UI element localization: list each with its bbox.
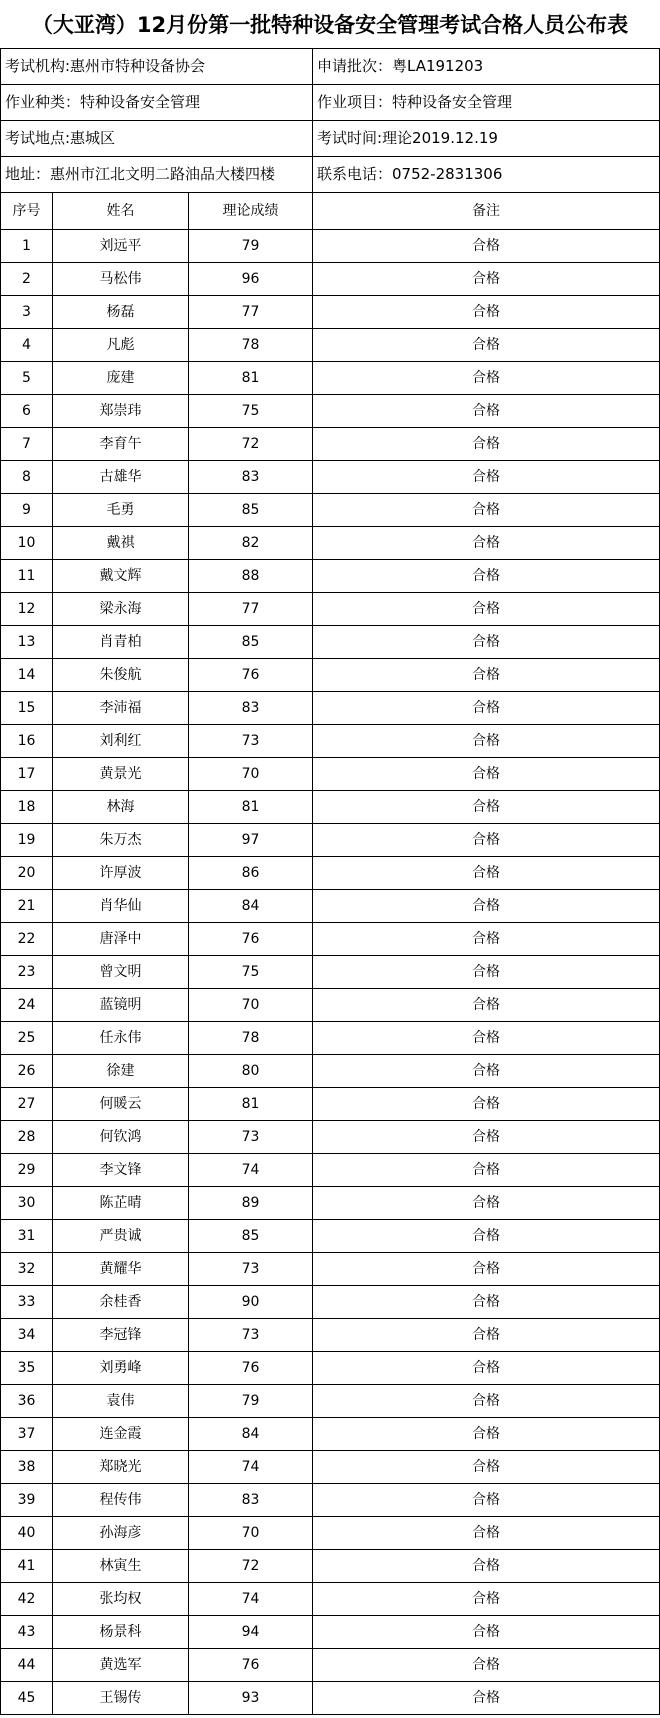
- row-number: 1: [1, 230, 53, 263]
- row-name: 凡彪: [53, 329, 189, 362]
- row-score: 72: [189, 428, 313, 461]
- table-row: [1, 725, 660, 758]
- row-name: 马松伟: [53, 263, 189, 296]
- table-row: [1, 1022, 660, 1055]
- table-row: [1, 1154, 660, 1187]
- row-number: 13: [1, 626, 53, 659]
- row-name: 肖青柏: [53, 626, 189, 659]
- row-name: 黄耀华: [53, 1253, 189, 1286]
- table-row: [1, 758, 660, 791]
- row-name: 孙海彦: [53, 1517, 189, 1550]
- row-name: 朱万杰: [53, 824, 189, 857]
- table-row: [1, 923, 660, 956]
- row-score: 81: [189, 791, 313, 824]
- table-row: [1, 626, 660, 659]
- row-name: 郑崇玮: [53, 395, 189, 428]
- row-number: 25: [1, 1022, 53, 1055]
- table-row: [1, 890, 660, 923]
- row-score: 85: [189, 626, 313, 659]
- row-number: 45: [1, 1682, 53, 1715]
- table-row: [1, 857, 660, 890]
- row-name: 刘勇峰: [53, 1352, 189, 1385]
- row-number: 15: [1, 692, 53, 725]
- table-body: [1, 230, 660, 1715]
- header-score: 理论成绩: [189, 193, 313, 230]
- exam-location: 考试地点:惠城区: [1, 121, 313, 157]
- row-number: 31: [1, 1220, 53, 1253]
- row-remark: 合格: [313, 461, 660, 494]
- row-remark: 合格: [313, 1154, 660, 1187]
- row-name: 唐泽中: [53, 923, 189, 956]
- row-remark: 合格: [313, 1055, 660, 1088]
- exam-time: 考试时间:理论2019.12.19: [313, 121, 660, 157]
- table-row: [1, 329, 660, 362]
- row-remark: 合格: [313, 890, 660, 923]
- row-score: 76: [189, 1649, 313, 1682]
- row-number: 28: [1, 1121, 53, 1154]
- row-name: 林海: [53, 791, 189, 824]
- table-row: [1, 494, 660, 527]
- row-name: 张均权: [53, 1583, 189, 1616]
- row-number: 41: [1, 1550, 53, 1583]
- row-name: 刘利红: [53, 725, 189, 758]
- row-score: 88: [189, 560, 313, 593]
- table-row: [1, 791, 660, 824]
- row-number: 32: [1, 1253, 53, 1286]
- row-score: 83: [189, 1484, 313, 1517]
- row-name: 李育午: [53, 428, 189, 461]
- info-row: [1, 49, 660, 85]
- row-remark: 合格: [313, 560, 660, 593]
- row-name: 戴祺: [53, 527, 189, 560]
- row-score: 85: [189, 1220, 313, 1253]
- row-remark: 合格: [313, 1319, 660, 1352]
- row-score: 77: [189, 296, 313, 329]
- row-remark: 合格: [313, 1649, 660, 1682]
- row-remark: 合格: [313, 230, 660, 263]
- row-remark: 合格: [313, 791, 660, 824]
- row-remark: 合格: [313, 395, 660, 428]
- row-score: 85: [189, 494, 313, 527]
- header-name: 姓名: [53, 193, 189, 230]
- table-row: [1, 461, 660, 494]
- row-number: 14: [1, 659, 53, 692]
- row-score: 70: [189, 1517, 313, 1550]
- row-remark: 合格: [313, 1121, 660, 1154]
- row-number: 21: [1, 890, 53, 923]
- row-remark: 合格: [313, 1022, 660, 1055]
- row-name: 程传伟: [53, 1484, 189, 1517]
- table-row: [1, 560, 660, 593]
- row-remark: 合格: [313, 989, 660, 1022]
- table-row: [1, 1418, 660, 1451]
- table-row: [1, 1616, 660, 1649]
- row-score: 90: [189, 1286, 313, 1319]
- table-row: [1, 593, 660, 626]
- row-name: 蓝镜明: [53, 989, 189, 1022]
- table-row: [1, 1385, 660, 1418]
- row-name: 杨景科: [53, 1616, 189, 1649]
- row-score: 80: [189, 1055, 313, 1088]
- row-remark: 合格: [313, 1220, 660, 1253]
- row-number: 38: [1, 1451, 53, 1484]
- row-remark: 合格: [313, 329, 660, 362]
- row-number: 39: [1, 1484, 53, 1517]
- table-row: [1, 1451, 660, 1484]
- row-name: 何钦鸿: [53, 1121, 189, 1154]
- row-name: 梁永海: [53, 593, 189, 626]
- table-row: [1, 428, 660, 461]
- header-remark: 备注: [313, 193, 660, 230]
- table-header-row: [1, 193, 660, 230]
- row-remark: 合格: [313, 923, 660, 956]
- table-row: [1, 824, 660, 857]
- row-number: 24: [1, 989, 53, 1022]
- row-remark: 合格: [313, 263, 660, 296]
- table-row: [1, 296, 660, 329]
- row-remark: 合格: [313, 1517, 660, 1550]
- row-name: 王锡传: [53, 1682, 189, 1715]
- row-name: 庞建: [53, 362, 189, 395]
- table-row: [1, 956, 660, 989]
- row-remark: 合格: [313, 1187, 660, 1220]
- row-name: 黄选军: [53, 1649, 189, 1682]
- row-score: 83: [189, 692, 313, 725]
- row-remark: 合格: [313, 626, 660, 659]
- row-name: 连金霞: [53, 1418, 189, 1451]
- row-name: 严贵诚: [53, 1220, 189, 1253]
- table-row: [1, 1550, 660, 1583]
- row-score: 73: [189, 1253, 313, 1286]
- row-remark: 合格: [313, 1484, 660, 1517]
- row-number: 9: [1, 494, 53, 527]
- table-row: [1, 230, 660, 263]
- row-number: 27: [1, 1088, 53, 1121]
- row-name: 郑晓光: [53, 1451, 189, 1484]
- row-number: 22: [1, 923, 53, 956]
- row-remark: 合格: [313, 1286, 660, 1319]
- row-name: 古雄华: [53, 461, 189, 494]
- results-table: [0, 48, 660, 1715]
- row-score: 75: [189, 956, 313, 989]
- row-remark: 合格: [313, 1616, 660, 1649]
- row-score: 79: [189, 230, 313, 263]
- row-remark: 合格: [313, 824, 660, 857]
- table-row: [1, 1088, 660, 1121]
- table-row: [1, 395, 660, 428]
- address: 地址：惠州市江北文明二路油品大楼四楼: [1, 157, 313, 193]
- row-name: 林寅生: [53, 1550, 189, 1583]
- row-number: 40: [1, 1517, 53, 1550]
- table-row: [1, 1187, 660, 1220]
- table-row: [1, 1121, 660, 1154]
- row-score: 70: [189, 989, 313, 1022]
- row-score: 76: [189, 1352, 313, 1385]
- info-row: [1, 85, 660, 121]
- row-score: 78: [189, 329, 313, 362]
- row-number: 17: [1, 758, 53, 791]
- page-title: （大亚湾）12月份第一批特种设备安全管理考试合格人员公布表: [31, 13, 629, 37]
- table-row: [1, 1319, 660, 1352]
- info-row: [1, 157, 660, 193]
- row-name: 李冠锋: [53, 1319, 189, 1352]
- row-number: 44: [1, 1649, 53, 1682]
- row-score: 84: [189, 1418, 313, 1451]
- row-remark: 合格: [313, 1385, 660, 1418]
- row-number: 37: [1, 1418, 53, 1451]
- contact-phone: 联系电话：0752-2831306: [313, 157, 660, 193]
- table-row: [1, 263, 660, 296]
- row-remark: 合格: [313, 1352, 660, 1385]
- row-number: 35: [1, 1352, 53, 1385]
- row-number: 43: [1, 1616, 53, 1649]
- row-remark: 合格: [313, 296, 660, 329]
- row-remark: 合格: [313, 1418, 660, 1451]
- row-score: 97: [189, 824, 313, 857]
- row-number: 2: [1, 263, 53, 296]
- row-remark: 合格: [313, 1451, 660, 1484]
- row-number: 42: [1, 1583, 53, 1616]
- row-score: 83: [189, 461, 313, 494]
- row-score: 73: [189, 1121, 313, 1154]
- exam-institution: 考试机构:惠州市特种设备协会: [1, 49, 313, 85]
- row-score: 75: [189, 395, 313, 428]
- row-name: 戴文辉: [53, 560, 189, 593]
- table-row: [1, 1253, 660, 1286]
- row-score: 74: [189, 1451, 313, 1484]
- row-number: 10: [1, 527, 53, 560]
- row-number: 34: [1, 1319, 53, 1352]
- row-remark: 合格: [313, 1253, 660, 1286]
- application-batch: 申请批次：粤LA191203: [313, 49, 660, 85]
- row-name: 陈芷晴: [53, 1187, 189, 1220]
- work-item: 作业项目：特种设备安全管理: [313, 85, 660, 121]
- table-row: [1, 692, 660, 725]
- row-remark: 合格: [313, 593, 660, 626]
- row-number: 3: [1, 296, 53, 329]
- row-number: 7: [1, 428, 53, 461]
- row-name: 徐建: [53, 1055, 189, 1088]
- table-row: [1, 1220, 660, 1253]
- table-row: [1, 362, 660, 395]
- row-number: 8: [1, 461, 53, 494]
- row-name: 任永伟: [53, 1022, 189, 1055]
- row-remark: 合格: [313, 494, 660, 527]
- row-name: 曾文明: [53, 956, 189, 989]
- row-number: 29: [1, 1154, 53, 1187]
- row-score: 74: [189, 1583, 313, 1616]
- row-number: 30: [1, 1187, 53, 1220]
- row-score: 74: [189, 1154, 313, 1187]
- row-number: 11: [1, 560, 53, 593]
- row-score: 79: [189, 1385, 313, 1418]
- row-score: 76: [189, 659, 313, 692]
- row-number: 23: [1, 956, 53, 989]
- row-name: 朱俊航: [53, 659, 189, 692]
- row-name: 刘远平: [53, 230, 189, 263]
- row-name: 袁伟: [53, 1385, 189, 1418]
- row-remark: 合格: [313, 956, 660, 989]
- row-name: 何暖云: [53, 1088, 189, 1121]
- row-name: 杨磊: [53, 296, 189, 329]
- row-number: 20: [1, 857, 53, 890]
- row-number: 26: [1, 1055, 53, 1088]
- table-row: [1, 659, 660, 692]
- row-number: 5: [1, 362, 53, 395]
- table-row: [1, 1484, 660, 1517]
- row-score: 96: [189, 263, 313, 296]
- table-row: [1, 1055, 660, 1088]
- row-remark: 合格: [313, 725, 660, 758]
- row-name: 黄景光: [53, 758, 189, 791]
- row-number: 12: [1, 593, 53, 626]
- row-score: 73: [189, 1319, 313, 1352]
- row-name: 肖华仙: [53, 890, 189, 923]
- table-row: [1, 1682, 660, 1715]
- row-number: 16: [1, 725, 53, 758]
- row-score: 89: [189, 1187, 313, 1220]
- row-score: 77: [189, 593, 313, 626]
- row-score: 78: [189, 1022, 313, 1055]
- row-name: 李文锋: [53, 1154, 189, 1187]
- row-remark: 合格: [313, 1583, 660, 1616]
- row-score: 81: [189, 1088, 313, 1121]
- row-score: 93: [189, 1682, 313, 1715]
- row-number: 6: [1, 395, 53, 428]
- row-score: 76: [189, 923, 313, 956]
- row-score: 94: [189, 1616, 313, 1649]
- row-score: 84: [189, 890, 313, 923]
- row-score: 86: [189, 857, 313, 890]
- table-row: [1, 1286, 660, 1319]
- row-remark: 合格: [313, 659, 660, 692]
- row-remark: 合格: [313, 758, 660, 791]
- table-row: [1, 1517, 660, 1550]
- work-category: 作业种类：特种设备安全管理: [1, 85, 313, 121]
- row-remark: 合格: [313, 1550, 660, 1583]
- row-score: 72: [189, 1550, 313, 1583]
- row-remark: 合格: [313, 1088, 660, 1121]
- row-remark: 合格: [313, 428, 660, 461]
- row-name: 余桂香: [53, 1286, 189, 1319]
- row-score: 70: [189, 758, 313, 791]
- row-score: 82: [189, 527, 313, 560]
- row-remark: 合格: [313, 362, 660, 395]
- header-number: 序号: [1, 193, 53, 230]
- row-name: 毛勇: [53, 494, 189, 527]
- row-number: 33: [1, 1286, 53, 1319]
- table-row: [1, 1583, 660, 1616]
- row-number: 36: [1, 1385, 53, 1418]
- row-name: 李沛福: [53, 692, 189, 725]
- table-row: [1, 1352, 660, 1385]
- row-number: 18: [1, 791, 53, 824]
- table-row: [1, 989, 660, 1022]
- row-number: 19: [1, 824, 53, 857]
- info-row: [1, 121, 660, 157]
- row-remark: 合格: [313, 857, 660, 890]
- row-number: 4: [1, 329, 53, 362]
- row-name: 许厚波: [53, 857, 189, 890]
- row-score: 81: [189, 362, 313, 395]
- row-score: 73: [189, 725, 313, 758]
- row-remark: 合格: [313, 1682, 660, 1715]
- table-row: [1, 1649, 660, 1682]
- row-remark: 合格: [313, 527, 660, 560]
- table-row: [1, 527, 660, 560]
- row-remark: 合格: [313, 692, 660, 725]
